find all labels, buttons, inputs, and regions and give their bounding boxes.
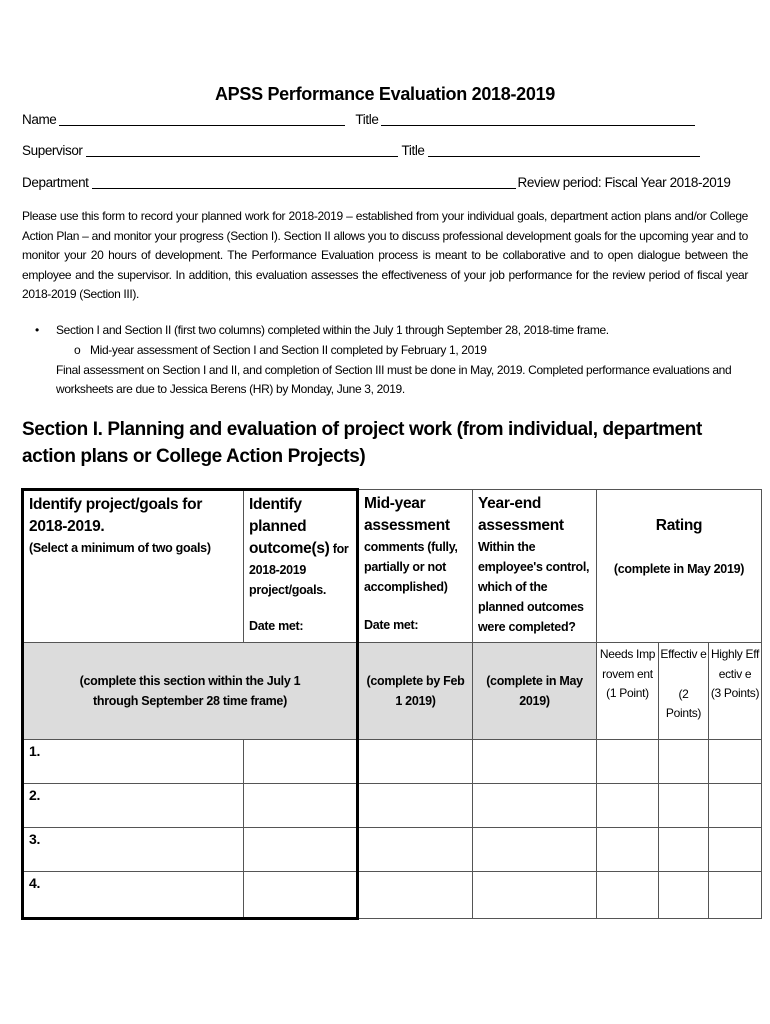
midyear-cell-2[interactable]: [358, 784, 473, 828]
rating-effective-cell-2[interactable]: [659, 784, 709, 828]
yearend-cell-1[interactable]: [473, 740, 597, 784]
sub-bullet-marker: o: [74, 342, 81, 357]
row-number: 4.: [29, 875, 41, 891]
rating-col-needs-improvement: [597, 643, 659, 740]
needs-improvement-label: Needs Improvem ent: [599, 647, 656, 681]
rating-highly-cell-4[interactable]: [709, 872, 762, 919]
rating-heading: Rating: [655, 517, 703, 534]
table-row: [23, 784, 762, 828]
midyear-cell-1[interactable]: [358, 740, 473, 784]
rating-needs-cell-2[interactable]: [597, 784, 659, 828]
col-year-end-header: [473, 490, 597, 643]
supervisor-title-row: [22, 143, 704, 158]
rating-highly-cell-1[interactable]: [709, 740, 762, 784]
rating-needs-cell-4[interactable]: [597, 872, 659, 919]
outcome-cell-3[interactable]: [244, 828, 358, 872]
goal-cell-3[interactable]: [23, 828, 244, 872]
col4-subheading: Within the employee's control, which of the planned outcomes were completed?: [478, 540, 590, 634]
intro-paragraph: Please use this form to record your planned work for 2018-2019 – established from your individual goals, department action plans and/or College Action Plan – and monitor your progress (Section I). Section II allows you to discuss professional development goals for the upcoming year and to monitor your 20 hours of development. The Performance Evaluation process is meant to be collaborative and to open dialogue between the employee and the supervisor. In addition, this evaluation assesses the effectiveness of your job performance for the review period of fiscal year 2018-2019 (Section III).: [22, 209, 748, 301]
title-label-2: Title: [401, 143, 425, 158]
col1-subheading: (Select a minimum of two goals): [29, 541, 211, 555]
section-1-heading: Section I. Planning and evaluation of project work (from individual, department action plans or College Action Projects): [22, 419, 702, 467]
name-field[interactable]: [59, 112, 345, 126]
yearend-cell-3[interactable]: [473, 828, 597, 872]
planning-timeframe-note: (complete this section within the July 1 through September 28 time frame): [79, 674, 301, 708]
effective-label: Effectiv e: [660, 647, 707, 661]
col2-heading: Identify planned outcome(s): [249, 496, 330, 557]
rating-highly-cell-3[interactable]: [709, 828, 762, 872]
goal-cell-2[interactable]: [23, 784, 244, 828]
name-label: Name: [22, 112, 57, 127]
outcome-cell-4[interactable]: [244, 872, 358, 919]
bullet-item-1: • Section I and Section II (first two columns) completed within the July 1 through September 28, 2018-time frame.: [22, 321, 742, 341]
row-number: 3.: [29, 831, 41, 847]
gray-instruction-planning: [23, 643, 358, 740]
rating-col-highly-effective: [709, 643, 762, 740]
gray-instruction-midyear: [358, 643, 473, 740]
yearend-cell-2[interactable]: [473, 784, 597, 828]
gray-instruction-yearend: [473, 643, 597, 740]
col3-heading: Mid-year assessment: [364, 495, 450, 534]
needs-improvement-points: (1 Point): [606, 686, 649, 700]
rating-highly-cell-2[interactable]: [709, 784, 762, 828]
bullet-item-3: Final assessment on Section I and II, and completion of Section III must be done in May, 2019. Completed performance evaluations and worksheets are due to Jessica Berens (HR) by Monday, June 3, 2019.: [56, 362, 732, 397]
rating-subheading: (complete in May 2019): [613, 562, 745, 576]
title-field[interactable]: [381, 112, 695, 126]
row-number: 2.: [29, 787, 41, 803]
goal-cell-4[interactable]: [23, 872, 244, 919]
col-project-goals-header: [23, 490, 244, 643]
midyear-cell-3[interactable]: [358, 828, 473, 872]
supervisor-title-field[interactable]: [428, 143, 700, 157]
table-row: [23, 740, 762, 784]
bullet-subitem-text: Mid-year assessment of Section I and Section II completed by February 1, 2019: [90, 342, 487, 357]
outcome-cell-2[interactable]: [244, 784, 358, 828]
yearend-timeframe-note: (complete in May 2019): [486, 674, 583, 708]
rating-effective-cell-3[interactable]: [659, 828, 709, 872]
col3-date-met: Date met:: [364, 618, 419, 632]
rating-needs-cell-3[interactable]: [597, 828, 659, 872]
col-rating-header: [597, 490, 762, 643]
row-number: 1.: [29, 743, 41, 759]
col2-subheading-a: for: [332, 542, 349, 556]
goal-cell-1[interactable]: [23, 740, 244, 784]
instructions-list: [22, 321, 742, 400]
col2-date-met: Date met:: [249, 619, 304, 633]
highly-effective-label: Highly Effectiv e: [710, 647, 760, 681]
department-field[interactable]: [92, 175, 516, 189]
review-period: Review period: Fiscal Year 2018-2019: [517, 175, 731, 190]
section-1-table: [21, 488, 762, 920]
col3-subheading: comments (fully, partially or not accomplished): [364, 540, 458, 594]
bullet-subitem: [22, 341, 742, 361]
page-title: APSS Performance Evaluation 2018-2019: [214, 84, 556, 104]
name-title-row: [22, 112, 699, 127]
table-row: [23, 872, 762, 919]
title-label: Title: [355, 112, 379, 127]
department-row: [22, 175, 731, 190]
rating-needs-cell-1[interactable]: [597, 740, 659, 784]
outcome-cell-1[interactable]: [244, 740, 358, 784]
table-row: [23, 828, 762, 872]
col1-heading: Identify project/goals for 2018-2019.: [29, 496, 203, 535]
rating-effective-cell-4[interactable]: [659, 872, 709, 919]
effective-points: (2 Points): [665, 686, 702, 720]
col-mid-year-header: [358, 490, 473, 643]
col2-subheading-b: 2018-2019 project/goals.: [249, 563, 327, 597]
midyear-timeframe-note: (complete by Feb 1 2019): [366, 674, 465, 708]
midyear-cell-4[interactable]: [358, 872, 473, 919]
col4-heading: Year-end assessment: [478, 495, 564, 534]
col-planned-outcomes-header: [244, 490, 358, 643]
department-label: Department: [22, 175, 89, 190]
yearend-cell-4[interactable]: [473, 872, 597, 919]
rating-effective-cell-1[interactable]: [659, 740, 709, 784]
rating-col-effective: [659, 643, 709, 740]
supervisor-field[interactable]: [86, 143, 398, 157]
supervisor-label: Supervisor: [22, 143, 83, 158]
highly-effective-points: (3 Points): [710, 686, 760, 700]
